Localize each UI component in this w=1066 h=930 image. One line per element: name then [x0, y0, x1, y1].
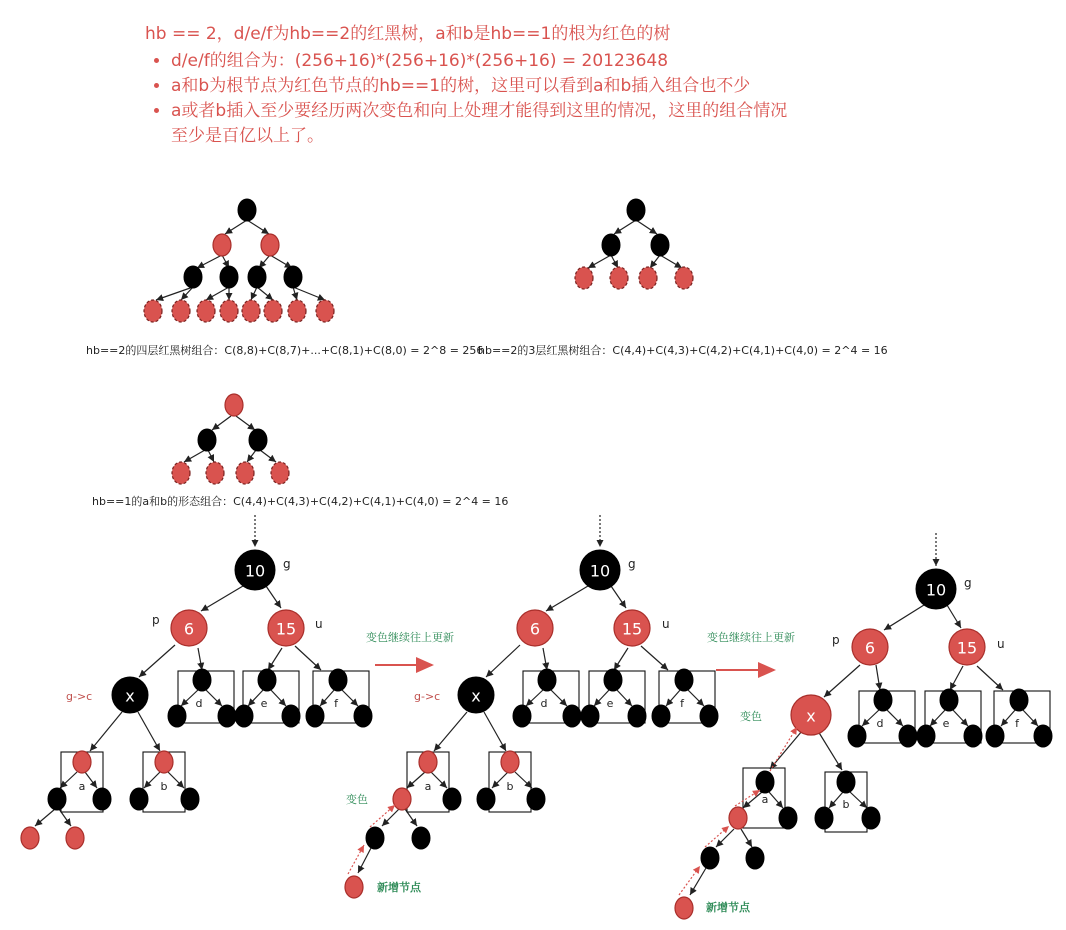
caption-ab-shapes: hb==1的a和b的形态组合：C(4,4)+C(4,3)+C(4,2)+C(4,1)+C(4,0) = 2^4 = 16: [92, 495, 509, 508]
black-node: [940, 689, 958, 711]
black-node: [443, 788, 461, 810]
notes-bullet: • a或者b插入至少要经历两次变色和向上处理才能得到这里的情况，这里的组合情况至少是百亿以上了。: [171, 99, 791, 149]
red-leaf-node: [264, 300, 282, 322]
subtree-label-d: d: [876, 717, 884, 730]
step-arrow-1: [366, 630, 454, 665]
red-node: [225, 394, 243, 416]
black-node: [168, 705, 186, 727]
black-node: [412, 827, 430, 849]
black-node: [306, 705, 324, 727]
node-g-value: 10: [925, 580, 947, 600]
subtree-label-b: b: [160, 780, 168, 793]
black-node: [779, 807, 797, 829]
black-node: [538, 669, 556, 691]
ab-shape-tree: [172, 394, 289, 484]
black-node: [652, 705, 670, 727]
red-node: [501, 751, 519, 773]
black-node: [527, 788, 545, 810]
black-node: [249, 429, 267, 451]
black-node: [651, 234, 669, 256]
black-node: [220, 266, 238, 288]
red-leaf-node: [236, 462, 254, 484]
recolor-label: 变色: [740, 710, 762, 723]
insert-step-1-tree: [21, 515, 372, 849]
node-x-value: x: [471, 686, 481, 706]
red-leaf-node: [610, 267, 628, 289]
new-red-node: [345, 876, 363, 898]
caption-three-layer: hb==2的3层红黑树组合：C(4,4)+C(4,3)+C(4,2)+C(4,1)+C(4,0) = 2^4 = 16: [478, 344, 888, 357]
black-node: [675, 669, 693, 691]
red-leaf-node: [206, 462, 224, 484]
subtree-label-a: a: [424, 780, 432, 793]
arrow-label-2: 变色继续往上更新: [707, 631, 795, 644]
black-node: [329, 669, 347, 691]
black-node: [1010, 689, 1028, 711]
black-node: [248, 266, 266, 288]
black-node: [193, 669, 211, 691]
three-layer-tree: [575, 199, 693, 289]
black-node: [581, 705, 599, 727]
red-leaf-node: [172, 462, 190, 484]
black-node: [848, 725, 866, 747]
black-node: [746, 847, 764, 869]
red-leaf-node: [144, 300, 162, 322]
arrow-label-1: 变色继续往上更新: [366, 631, 454, 644]
subtree-label-f: f: [680, 697, 684, 710]
subtree-label-e: e: [606, 697, 614, 710]
new-red-node: [675, 897, 693, 919]
subtree-label-d: d: [540, 697, 548, 710]
black-node: [563, 705, 581, 727]
node-u-value: 15: [621, 619, 643, 639]
node-p-value: 6: [529, 619, 541, 639]
black-node: [862, 807, 880, 829]
black-node: [181, 788, 199, 810]
node-x-value: x: [125, 686, 135, 706]
subtree-label-f: f: [1015, 717, 1019, 730]
notes-bullet: • a和b为根节点为红色节点的hb==1的树，这里可以看到a和b插入组合也不少: [171, 74, 791, 99]
label-p: p: [152, 613, 160, 627]
subtree-label-b: b: [842, 798, 850, 811]
label-g: g: [964, 576, 972, 590]
black-node: [604, 669, 622, 691]
node-u-value: 15: [275, 619, 297, 639]
node-p-value: 6: [183, 619, 195, 639]
black-node: [756, 771, 774, 793]
red-leaf-node: [197, 300, 215, 322]
label-g-to-c: g->c: [66, 690, 93, 703]
red-leaf-node: [575, 267, 593, 289]
black-node: [627, 199, 645, 221]
red-node: [213, 234, 231, 256]
subtree-label-a: a: [78, 780, 86, 793]
black-node: [837, 771, 855, 793]
new-node-label: 新增节点: [706, 901, 750, 914]
black-node: [917, 725, 935, 747]
black-node: [258, 669, 276, 691]
black-node: [354, 705, 372, 727]
node-g-value: 10: [244, 561, 266, 581]
red-node: [21, 827, 39, 849]
subtree-label-b: b: [506, 780, 514, 793]
black-node: [602, 234, 620, 256]
red-node: [155, 751, 173, 773]
subtree-label-e: e: [942, 717, 950, 730]
black-node: [815, 807, 833, 829]
label-g-to-c: g->c: [414, 690, 441, 703]
red-leaf-node: [288, 300, 306, 322]
red-leaf-node: [172, 300, 190, 322]
red-node: [729, 807, 747, 829]
label-p: p: [832, 633, 840, 647]
four-layer-tree: [144, 199, 334, 322]
black-node: [198, 429, 216, 451]
black-node: [284, 266, 302, 288]
notes-bullet: • d/e/f的组合为：(256+16)*(256+16)*(256+16) = 20123648: [171, 49, 791, 74]
recolor-label: 变色: [346, 793, 368, 806]
caption-four-layer: hb==2的四层红黑树组合：C(8,8)+C(8,7)+...+C(8,1)+C(8,0) = 2^8 = 256: [86, 344, 484, 357]
label-g: g: [283, 557, 291, 571]
step-arrow-2: [707, 630, 795, 670]
black-node: [235, 705, 253, 727]
black-node: [700, 705, 718, 727]
black-node: [513, 705, 531, 727]
label-g: g: [628, 557, 636, 571]
black-node: [964, 725, 982, 747]
black-node: [238, 199, 256, 221]
node-u-value: 15: [956, 638, 978, 658]
insert-step-3-tree: [675, 533, 1052, 919]
subtree-label-d: d: [195, 697, 203, 710]
red-leaf-node: [242, 300, 260, 322]
black-node: [986, 725, 1004, 747]
red-node: [73, 751, 91, 773]
black-node: [282, 705, 300, 727]
red-leaf-node: [675, 267, 693, 289]
subtree-label-f: f: [334, 697, 338, 710]
black-node: [1034, 725, 1052, 747]
black-node: [93, 788, 111, 810]
node-g-value: 10: [589, 561, 611, 581]
subtree-label-e: e: [260, 697, 268, 710]
red-node: [393, 788, 411, 810]
black-node: [701, 847, 719, 869]
black-node: [899, 725, 917, 747]
red-node: [419, 751, 437, 773]
black-node: [218, 705, 236, 727]
black-node: [48, 788, 66, 810]
red-node: [66, 827, 84, 849]
black-node: [184, 266, 202, 288]
label-u: u: [662, 617, 670, 631]
red-leaf-node: [316, 300, 334, 322]
red-leaf-node: [220, 300, 238, 322]
black-node: [366, 827, 384, 849]
black-node: [130, 788, 148, 810]
subtree-label-a: a: [761, 793, 769, 806]
red-leaf-node: [639, 267, 657, 289]
black-node: [874, 689, 892, 711]
node-p-value: 6: [864, 638, 876, 658]
red-leaf-node: [271, 462, 289, 484]
black-node: [628, 705, 646, 727]
insert-step-2-tree: [345, 515, 718, 898]
node-x-value: x: [806, 706, 816, 726]
red-node: [261, 234, 279, 256]
new-node-label: 新增节点: [377, 881, 421, 894]
label-u: u: [315, 617, 323, 631]
notes-title: hb == 2，d/e/f为hb==2的红黑树，a和b是hb==1的根为红色的树: [145, 24, 671, 44]
black-node: [477, 788, 495, 810]
label-u: u: [997, 637, 1005, 651]
